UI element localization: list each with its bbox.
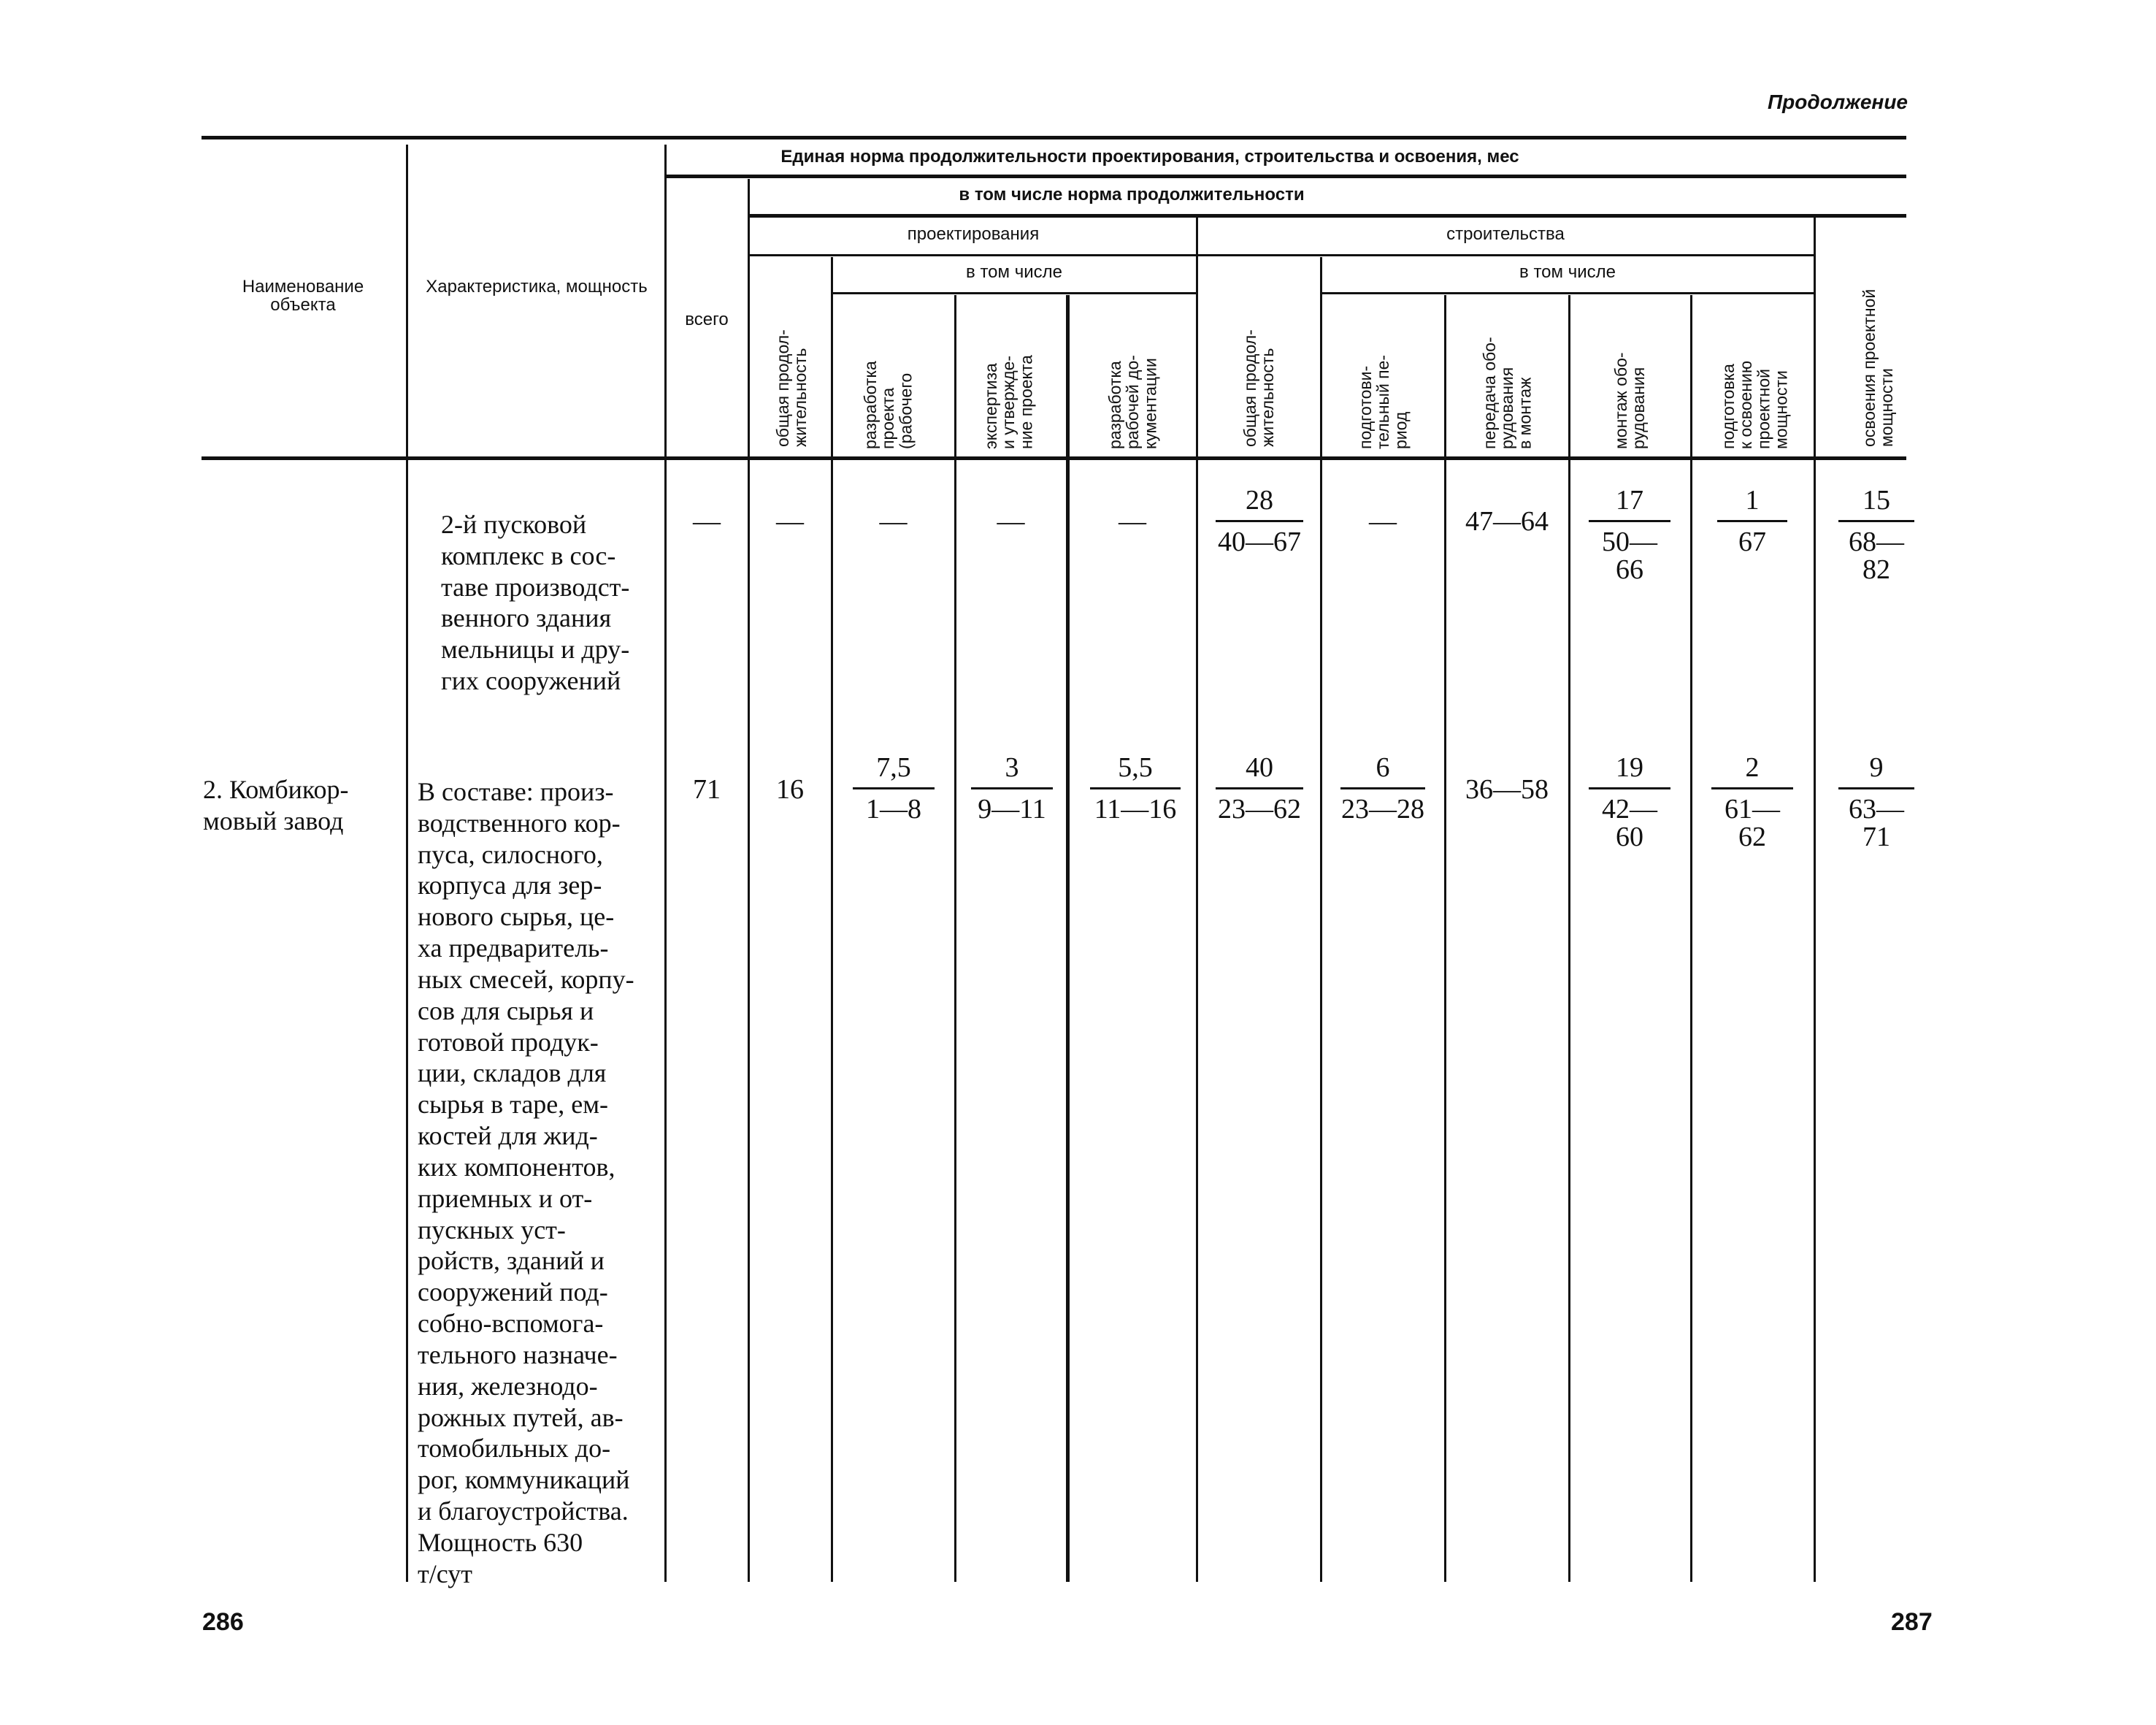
rule-header-bottom — [202, 456, 1906, 460]
rule-main-header — [664, 175, 1906, 178]
row2-design-total: 16 — [776, 774, 804, 805]
header-incl-norm: в том числе норма продолжительности — [959, 185, 1305, 204]
vline-8 — [1320, 257, 1322, 1582]
header-constr-transfer: передача обо- рудования в монтаж — [1480, 337, 1535, 449]
header-design-docs: разработка рабочей до- кументации — [1105, 355, 1160, 449]
vline-9 — [1444, 295, 1446, 1582]
row2-constr-total: $\frac{40}{23—62}$ — [1216, 754, 1303, 823]
vline-6 — [1066, 295, 1070, 1582]
rule-constr — [1196, 254, 1814, 256]
row1-mastering: $\frac{15}{68—82}$ — [1838, 486, 1914, 584]
row2-characteristic: В составе: произ- водственного кор- пуса, силосного, корпуса для зер- нового сырья, це- ха предваритель- ных смесей, корпу- сов для сырья и готовой продук- ции, складов для сырья в таре, ем- костей для жид- ких компонентов, приемных и от- пускных уст- ройств, зданий и сооружений под- собно-вспомога- тельного назначе- ния, железнодо- рожных путей, ав- томобильных до- рог, коммуникаций и благоустройства. Мощность 630 т/сут — [418, 777, 634, 1588]
row2-name: 2. Комбикор- мовый завод — [203, 775, 349, 835]
header-design-exam: экспертиза и утвержде- ние проекта — [981, 355, 1036, 449]
row1-total: — — [693, 506, 721, 537]
header-design-total: общая продол- жительность — [773, 329, 810, 447]
header-design: проектирования — [907, 224, 1040, 244]
row2-mastering: $\frac{9}{63—71}$ — [1838, 754, 1914, 851]
header-constr-install: монтаж обо- рудования — [1611, 352, 1649, 449]
row2-constr-master-prep: $\frac{2}{61—62}$ — [1711, 754, 1793, 851]
row1-characteristic: 2-й пусковой комплекс в сос- таве производст- венного здания мельницы и дру- гих сооружений — [441, 510, 630, 696]
header-design-incl: в том числе — [966, 262, 1062, 282]
row1-design-docs: — — [1119, 506, 1146, 537]
vline-2 — [664, 145, 667, 1582]
row2-constr-transfer: 36—58 — [1465, 774, 1549, 805]
row2-constr-prep: $\frac{6}{23—28}$ — [1341, 752, 1424, 825]
row1-constr-total: $\frac{28}{40—67}$ — [1216, 486, 1303, 556]
row2-design-exam: $\frac{3}{9—11}$ — [971, 754, 1053, 823]
vline-12 — [1814, 218, 1816, 1582]
header-constr-total: общая продол- жительность — [1240, 329, 1278, 447]
header-name: Наименование объекта — [242, 277, 364, 315]
vline-3 — [748, 179, 750, 1582]
header-characteristic: Характеристика, мощность — [426, 277, 648, 297]
page-number-left: 286 — [202, 1608, 244, 1636]
page-number-right: 287 — [1891, 1608, 1933, 1636]
vline-5 — [954, 295, 956, 1582]
row1-design-dev: — — [879, 506, 908, 537]
row2-constr-install: $\frac{19}{42—60}$ — [1589, 754, 1670, 851]
row1-constr-master-prep: $\frac{1}{67}$ — [1717, 486, 1787, 556]
row2-design-docs: $\frac{5,5}{11—16}$ — [1090, 754, 1181, 823]
rule-incl-norm — [748, 214, 1906, 218]
rule-top — [202, 136, 1906, 139]
vline-11 — [1690, 295, 1692, 1582]
header-constr: строительства — [1446, 224, 1565, 244]
header-main: Единая норма продолжительности проектирования, строительства и освоения, мес — [780, 147, 1519, 167]
row1-constr-install: $\frac{17}{50—66}$ — [1589, 486, 1670, 584]
row1-constr-prep: — — [1369, 506, 1397, 537]
rule-constr-incl — [1320, 292, 1814, 294]
row1-design-exam: — — [997, 506, 1025, 537]
vline-1 — [406, 145, 408, 1582]
row1-design-total: — — [776, 506, 804, 537]
row2-total: 71 — [693, 774, 721, 805]
vline-7 — [1196, 218, 1198, 1582]
header-constr-master-prep: подготовка к освоению проектной мощности — [1719, 360, 1791, 449]
header-constr-prep: подготови- тельный пе- риод — [1356, 354, 1411, 449]
header-mastering: освоения проектной мощности — [1860, 288, 1897, 447]
continuation-label: Продолжение — [1768, 91, 1908, 113]
vline-4 — [831, 257, 833, 1582]
rule-design-incl — [831, 292, 1196, 294]
row1-constr-transfer: 47—64 — [1465, 506, 1549, 537]
rule-design — [748, 254, 1196, 256]
header-design-dev: разработка проекта (рабочего — [861, 361, 916, 449]
row2-design-dev: $\frac{7,5}{1—8}$ — [853, 754, 935, 823]
header-total: всего — [685, 310, 729, 329]
header-constr-incl: в том числе — [1519, 262, 1616, 282]
vline-10 — [1568, 295, 1570, 1582]
